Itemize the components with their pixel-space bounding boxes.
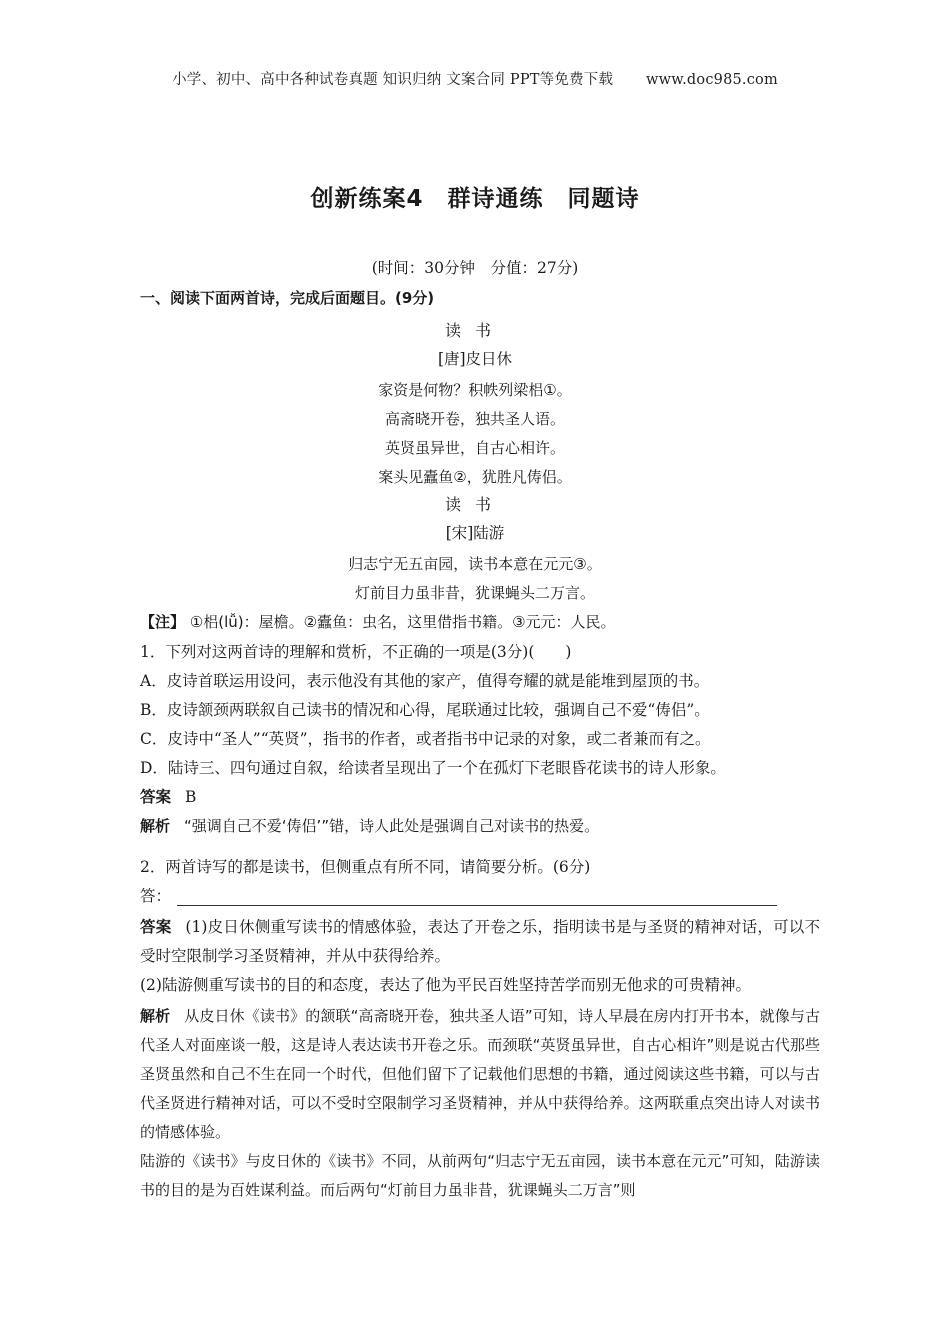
analysis-line [140, 812, 820, 841]
note-label: 【注】 [140, 613, 186, 631]
analysis-text: “强调自己不爱‘俦侣’”错，诗人此处是强调自己对读书的热爱。 [184, 817, 600, 835]
poem-line: 英贤虽异世，自古心相许。 [384, 439, 565, 457]
poem-line: 家资是何物？积帙列梁梠①。 [378, 381, 572, 399]
poem1-author: [唐]皮日休 [437, 350, 513, 368]
poem-line: 灯前目力虽非昔，犹课蝇头二万言。 [354, 584, 595, 602]
answer-label: 答案 [140, 788, 172, 806]
poem-line: 案头见蠹鱼②，犹胜凡俦侣。 [378, 468, 572, 486]
option-a: A．皮诗首联运用设问，表示他没有其他的家产，值得夸耀的就是能堆到屋顶的书。 [140, 672, 710, 690]
header-text: 小学、初中、高中各种试卷真题 知识归纳 文案合同 PPT等免费下载 [172, 72, 614, 88]
poem2-author: [宋]陆游 [445, 524, 505, 542]
option-b: B．皮诗颔颈两联叙自己读书的情况和心得，尾联通过比较，强调自己不爱“俦侣”。 [140, 701, 710, 719]
poem-line: 归志宁无五亩园，读书本意在元元③。 [348, 555, 602, 573]
poem2-body [0, 550, 950, 608]
q2-analysis-p1 [140, 1002, 820, 1147]
question-1 [140, 638, 820, 841]
question-stem: 2．两首诗写的都是读书，但侧重点有所不同，请简要分析。(6分) [140, 858, 591, 876]
poem1-body [0, 376, 950, 492]
q2-analysis-p2: 陆游的《读书》与皮日休的《读书》不同，从前两句“归志宁无五亩园，读书本意在元元”可知，陆游读书的目的是为百姓谋利益。而后两句“灯前目力虽非昔，犹课蝇头二万言”则 [140, 1152, 820, 1199]
answer-blank[interactable] [177, 889, 777, 906]
analysis-label: 解析 [140, 817, 171, 835]
answer-text: (1)皮日休侧重写读书的情感体验，表达了开卷之乐，指明读书是与圣贤的精神对话，可以不受时空限制学习圣贤精神，并从中获得给养。 [140, 918, 820, 965]
q2-answer-p1 [140, 913, 820, 971]
option-c: C．皮诗中“圣人”“英贤”，指书的作者，或者指书中记录的对象，或二者兼而有之。 [140, 730, 711, 748]
option-d: D．陆诗三、四句通过自叙，给读者呈现出了一个在孤灯下老眼昏花读书的诗人形象。 [140, 759, 726, 777]
q2-answer-p2: (2)陆游侧重写读书的目的和态度，表达了他为平民百姓坚持苦学而别无他求的可贵精神。 [140, 976, 751, 994]
poem-line: 高斋晓开卷，独共圣人语。 [384, 410, 565, 428]
exam-meta: (时间：30分钟 分值：27分) [371, 259, 579, 277]
poem2-title: 读书 [444, 495, 505, 514]
question-stem: 1．下列对这两首诗的理解和赏析，不正确的一项是(3分)( ) [140, 643, 572, 661]
question-2 [140, 853, 820, 911]
header-url[interactable]: www.doc985.com [645, 72, 778, 88]
poem-notes [140, 608, 820, 637]
answer-prompt: 答： [140, 887, 172, 905]
answer-value: B [185, 788, 197, 806]
note-text: ①梠(lǚ)：屋檐。②蠹鱼：虫名，这里借指书籍。③元元：人民。 [189, 613, 616, 631]
answer-label: 答案 [140, 918, 172, 936]
answer-prompt-line [140, 882, 820, 911]
answer-line [140, 783, 820, 812]
analysis-text: 从皮日休《读书》的颔联“高斋晓开卷，独共圣人语”可知，诗人早晨在房内打开书本，就像与古代圣人对面座谈一般，这是诗人表达读书开卷之乐。而颈联“英贤虽异世，自古心相许”则是说古代那些圣贤虽然和自己不生在同一个时代，但他们留下了记载他们思想的书籍，通过阅读这些书籍，可以与古代圣贤进行精神对话，可以不受时空限制学习圣贤精神，并从中获得给养。这两联重点突出诗人对读书的情感体验。 [140, 1007, 820, 1141]
page-header [0, 68, 950, 89]
poem1-title: 读书 [444, 321, 505, 340]
section-heading: 一、阅读下面两首诗，完成后面题目。(9分) [140, 289, 435, 307]
page-title: 创新练案4 群诗通练 同题诗 [310, 186, 640, 212]
analysis-label: 解析 [140, 1007, 171, 1025]
